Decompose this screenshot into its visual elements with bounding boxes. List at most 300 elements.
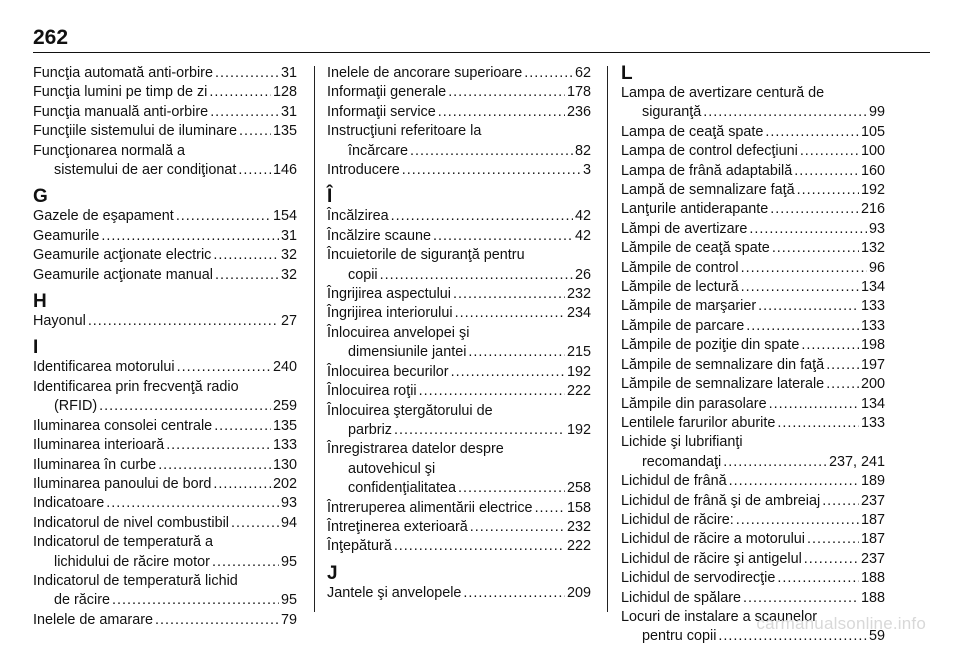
index-entry-multiline [33,378,297,417]
entry-page: 62 [574,65,591,81]
leader-dots [741,259,867,278]
entry-label: Hayonul [33,313,86,330]
entry-page: 42 [574,227,591,244]
index-entry [621,375,885,394]
index-entry-continuation [621,103,885,122]
entry-page: 31 [280,227,297,244]
entry-page: 3 [582,162,591,179]
index-entry [327,382,591,401]
entry-label: (RFID) [54,398,98,415]
leader-dots [822,492,859,511]
index-entry-continuation [33,161,297,180]
entry-label: Geamurile acţionate electric [33,247,212,264]
entry-label: Funcţiile sistemului de iluminare [33,123,237,140]
entry-label: Lampa de frână adaptabilă [621,162,793,179]
entry-first-line: Înregistrarea datelor despre [327,441,504,458]
entry-page: 232 [566,518,591,535]
leader-dots [769,395,859,414]
entry-label: Lampă de semnalizare faţă [621,182,795,199]
leader-dots [214,417,271,436]
entry-label: Iluminarea interioară [33,437,165,454]
leader-dots [794,162,859,181]
entry-label: pentru copii [642,628,717,645]
leader-dots [703,103,867,122]
entry-label: Geamurile acţionate manual [33,266,213,283]
entry-first-line: Instrucţiuni referitoare la [327,123,482,140]
entry-page: 134 [860,395,885,412]
entry-label: Lămpile de poziţie din spate [621,337,800,354]
entry-page: 93 [280,495,297,512]
index-entry [621,142,885,161]
leader-dots [448,83,565,102]
entry-label: Lămpile de ceaţă spate [621,240,770,257]
entry-page: 232 [566,286,591,303]
entry-label: Lanţurile antiderapante [621,201,769,218]
index-entry [327,499,591,518]
entry-label: Lămpile de semnalizare laterale [621,376,825,393]
entry-label: Încălzire scaune [327,227,431,244]
entry-first-line: Lichide şi lubrifianţi [621,434,743,451]
entry-label: Lămpile de semnalizare din faţă [621,356,825,373]
entry-second-line: autovehicul şi [348,460,436,477]
index-entry-continuation [327,479,591,498]
index-column-2 [327,64,591,603]
column-divider [314,66,315,612]
index-entry-multiline [327,440,591,498]
entry-label: Lichidul de răcire şi antigelul [621,550,802,567]
entry-label: lichidului de răcire motor [54,553,210,570]
entry-page: 135 [272,417,297,434]
entry-label: Înţepătură [327,538,392,555]
entry-label: Iluminarea panoului de bord [33,475,212,492]
entry-page: 154 [272,208,297,225]
leader-dots [797,181,859,200]
index-entry [327,518,591,537]
entry-first-line: Înlocuirea anvelopei şi [327,324,470,341]
entry-page: 31 [280,65,297,81]
index-entry-multiline [327,122,591,161]
entry-label: dimensiunile jantei [348,344,467,361]
leader-dots [458,479,565,498]
entry-page: 236 [566,103,591,120]
index-entry [621,414,885,433]
entry-page: 132 [860,240,885,257]
entry-page: 59 [868,628,885,645]
index-entry [327,83,591,102]
entry-page: 222 [566,383,591,400]
leader-dots [99,397,271,416]
index-entry [327,285,591,304]
leader-dots [239,122,271,141]
leader-dots [524,64,573,83]
leader-dots [158,456,271,475]
entry-label: Lampa de ceaţă spate [621,123,764,140]
entry-page: 96 [868,259,885,276]
leader-dots [804,550,859,569]
entry-label: de răcire [54,592,110,609]
entry-label: Încălzirea [327,208,389,225]
entry-page: 188 [860,570,885,587]
leader-dots [209,83,271,102]
index-entry [33,83,297,102]
entry-page: 189 [860,473,885,490]
index-entry [621,356,885,375]
entry-page: 27 [280,313,297,330]
entry-label: Lichidul de răcire a motorului [621,531,805,548]
leader-dots [826,356,859,375]
index-entry-continuation [621,453,885,472]
index-entry-continuation [327,343,591,362]
entry-page: 31 [280,103,297,120]
index-entry [327,227,591,246]
entry-page: 187 [860,531,885,548]
leader-dots [772,239,859,258]
leader-dots [215,64,279,83]
leader-dots [176,207,271,226]
entry-page: 234 [566,305,591,322]
entry-label: Lichidul de spălare [621,589,742,606]
entry-label: Funcţia manuală anti-orbire [33,103,209,120]
leader-dots [88,312,279,331]
entry-page: 95 [280,553,297,570]
leader-dots [210,103,279,122]
index-entry [33,514,297,533]
entry-label: Jantele şi anvelopele [327,584,462,601]
index-entry-multiline [327,402,591,441]
index-entry-multiline [621,433,885,472]
entry-label: parbriz [348,421,392,438]
entry-page: 237 [860,550,885,567]
entry-page: 93 [868,220,885,237]
leader-dots [410,142,573,161]
leader-dots [433,227,573,246]
leader-dots [112,591,279,610]
index-entry [33,494,297,513]
entry-first-line: Înlocuirea ştergătorului de [327,402,493,419]
leader-dots [213,246,279,265]
leader-dots [419,382,565,401]
entry-label: Indicatorul de nivel combustibil [33,514,229,531]
entry-label: Lentilele farurilor aburite [621,414,776,431]
entry-label: Întreţinerea exterioară [327,518,468,535]
entry-page: 240 [272,359,297,376]
leader-dots [729,472,859,491]
entry-page: 105 [860,123,885,140]
entry-label: Lămpile de marşarier [621,298,757,315]
entry-label: Iluminarea în curbe [33,456,157,473]
entry-label: copii [348,266,378,283]
entry-page: 160 [860,162,885,179]
leader-dots [758,297,859,316]
index-letter-heading: G [33,186,48,208]
index-letter-heading: J [327,562,338,584]
index-entry [33,436,297,455]
entry-page: 82 [574,142,591,159]
index-letter-heading: H [33,291,47,313]
index-entry [33,266,297,285]
index-entry-continuation [327,142,591,161]
entry-label: Inelele de ancorare superioare [327,65,523,81]
leader-dots [470,518,565,537]
entry-first-line: Indicatorul de temperatură lichid [33,572,238,589]
entry-label: Înlocuirea becurilor [327,363,449,380]
entry-page: 198 [860,337,885,354]
leader-dots [535,499,565,518]
index-entry [33,358,297,377]
leader-dots [777,569,859,588]
entry-label: Înlocuirea roţii [327,383,417,400]
entry-page: 26 [574,266,591,283]
entry-first-line: Identificarea prin frecvenţă radio [33,378,239,395]
entry-label: Lichidul de răcire: [621,511,734,528]
header-rule [33,52,930,53]
entry-page: 202 [272,475,297,492]
entry-label: Identificarea motorului [33,359,175,376]
index-entry-continuation [327,266,591,285]
leader-dots [468,343,565,362]
entry-page: 209 [566,584,591,601]
index-letter-heading: L [621,63,633,84]
entry-page: 128 [272,84,297,101]
index-entry [33,611,297,630]
entry-page: 32 [280,247,297,264]
entry-page: 130 [272,456,297,473]
index-entry-multiline [621,84,885,123]
index-entry [621,336,885,355]
leader-dots [777,414,859,433]
index-entry [621,472,885,491]
index-entry-multiline [33,142,297,181]
entry-label: Lichidul de frână şi de ambreiaj [621,492,821,509]
leader-dots [455,304,565,323]
leader-dots [723,453,827,472]
entry-label: Iluminarea consolei centrale [33,417,213,434]
index-entry [33,64,297,83]
index-entry [327,103,591,122]
index-entry [621,297,885,316]
entry-page: 188 [860,589,885,606]
entry-label: Funcţia lumini pe timp de zi [33,84,208,101]
page-number: 262 [33,26,69,49]
entry-page: 95 [280,592,297,609]
entry-label: Lămpile din parasolare [621,395,767,412]
index-entry [33,475,297,494]
leader-dots [826,375,859,394]
index-entry [33,246,297,265]
index-entry [621,278,885,297]
index-letter-heading: Î [327,186,333,208]
leader-dots [380,266,573,285]
index-entry [33,103,297,122]
entry-page: 32 [280,266,297,283]
entry-page: 192 [566,421,591,438]
entry-page: 133 [860,317,885,334]
index-entry-continuation [327,421,591,440]
leader-dots [238,161,271,180]
leader-dots [394,537,565,556]
entry-page: 197 [860,356,885,373]
entry-label: Introducere [327,162,400,179]
index-entry-continuation [33,397,297,416]
leader-dots [463,584,565,603]
index-entry [621,123,885,142]
index-entry [621,589,885,608]
entry-first-line: Locuri de instalare a scaunelor [621,608,817,625]
index-entry [33,312,297,331]
entry-page: 133 [860,298,885,315]
entry-page: 216 [860,201,885,218]
leader-dots [213,475,271,494]
entry-page: 133 [272,437,297,454]
entry-label: Lămpile de parcare [621,317,745,334]
entry-first-line: Indicatorul de temperatură a [33,534,213,551]
entry-page: 258 [566,480,591,497]
index-column-1 [33,64,297,630]
entry-page: 192 [860,182,885,199]
index-entry [327,363,591,382]
index-entry-multiline [327,324,591,363]
leader-dots [743,589,859,608]
index-entry [621,317,885,336]
leader-dots [807,530,859,549]
entry-label: Funcţia automată anti-orbire [33,65,213,81]
entry-page: 134 [860,279,885,296]
column-divider [607,66,608,612]
leader-dots [800,142,859,161]
index-entry [33,227,297,246]
leader-dots [231,514,279,533]
entry-page: 192 [566,363,591,380]
entry-label: Lămpile de lectură [621,279,739,296]
entry-page: 146 [272,162,297,179]
entry-label: Informaţii service [327,103,436,120]
entry-page: 237 [860,492,885,509]
leader-dots [402,161,581,180]
index-entry [621,259,885,278]
leader-dots [391,207,573,226]
index-entry [33,456,297,475]
leader-dots [749,220,867,239]
index-entry [33,417,297,436]
entry-page: 200 [860,376,885,393]
entry-page: 158 [566,499,591,516]
leader-dots [177,358,271,377]
entry-label: Geamurile [33,227,100,244]
index-entry [327,161,591,180]
entry-page: 135 [272,123,297,140]
entry-page: 259 [272,398,297,415]
watermark: carmanualsonline.info [756,614,926,633]
entry-label: Indicatoare [33,495,105,512]
leader-dots [801,336,859,355]
leader-dots [765,123,859,142]
index-entry [621,181,885,200]
index-entry [621,569,885,588]
entry-first-line: Lampa de avertizare centură de [621,85,825,101]
index-letter-heading: I [33,337,39,359]
entry-page: 100 [860,143,885,160]
entry-page: 215 [566,344,591,361]
entry-label: siguranţă [642,104,702,121]
index-entry [327,64,591,83]
leader-dots [736,511,859,530]
index-entry [621,239,885,258]
index-entry [621,492,885,511]
index-entry [621,220,885,239]
entry-label: Informaţii generale [327,84,447,101]
index-entry [327,537,591,556]
entry-label: recomandaţi [642,453,722,470]
entry-label: Lămpi de avertizare [621,220,748,237]
index-entry [621,162,885,181]
leader-dots [106,494,279,513]
leader-dots [438,103,565,122]
index-column-3 [621,64,885,647]
entry-label: Lămpile de control [621,259,739,276]
leader-dots [166,436,271,455]
index-entry-multiline [33,572,297,611]
leader-dots [155,611,279,630]
entry-page: 178 [566,84,591,101]
index-entry-multiline [327,246,591,285]
entry-label: Inelele de amarare [33,611,153,628]
entry-first-line: Încuietorile de siguranţă pentru [327,247,525,264]
index-entry-continuation [33,553,297,572]
entry-label: încărcare [348,142,408,159]
index-entry [621,395,885,414]
entry-page: 237, 241 [828,453,885,470]
entry-page: 94 [280,514,297,531]
index-entry [327,207,591,226]
entry-page: 42 [574,208,591,225]
entry-page: 222 [566,538,591,555]
index-entry [327,304,591,323]
leader-dots [451,363,565,382]
index-entry [621,511,885,530]
leader-dots [394,421,565,440]
index-entry [621,530,885,549]
index-entry-multiline [33,533,297,572]
entry-page: 187 [860,511,885,528]
leader-dots [770,200,859,219]
entry-page: 79 [280,611,297,628]
entry-label: Îngrijirea aspectului [327,286,451,303]
index-entry [621,200,885,219]
leader-dots [453,285,565,304]
index-entry-continuation [33,591,297,610]
leader-dots [101,227,279,246]
leader-dots [212,553,279,572]
entry-label: Lichidul de servodirecţie [621,570,776,587]
leader-dots [746,317,859,336]
index-entry [327,584,591,603]
entry-page: 133 [860,414,885,431]
leader-dots [215,266,279,285]
entry-label: Îngrijirea interiorului [327,305,453,322]
entry-label: Lichidul de frână [621,473,727,490]
index-entry [621,550,885,569]
entry-label: Gazele de eşapament [33,208,174,225]
entry-first-line: Funcţionarea normală a [33,142,185,159]
index-entry [33,122,297,141]
entry-label: sistemului de aer condiţionat [54,162,237,179]
index-entry [33,207,297,226]
leader-dots [741,278,859,297]
entry-label: confidenţialitatea [348,480,457,497]
entry-label: Întreruperea alimentării electrice [327,499,533,516]
entry-label: Lampa de control defecţiuni [621,143,798,160]
entry-page: 99 [868,104,885,121]
